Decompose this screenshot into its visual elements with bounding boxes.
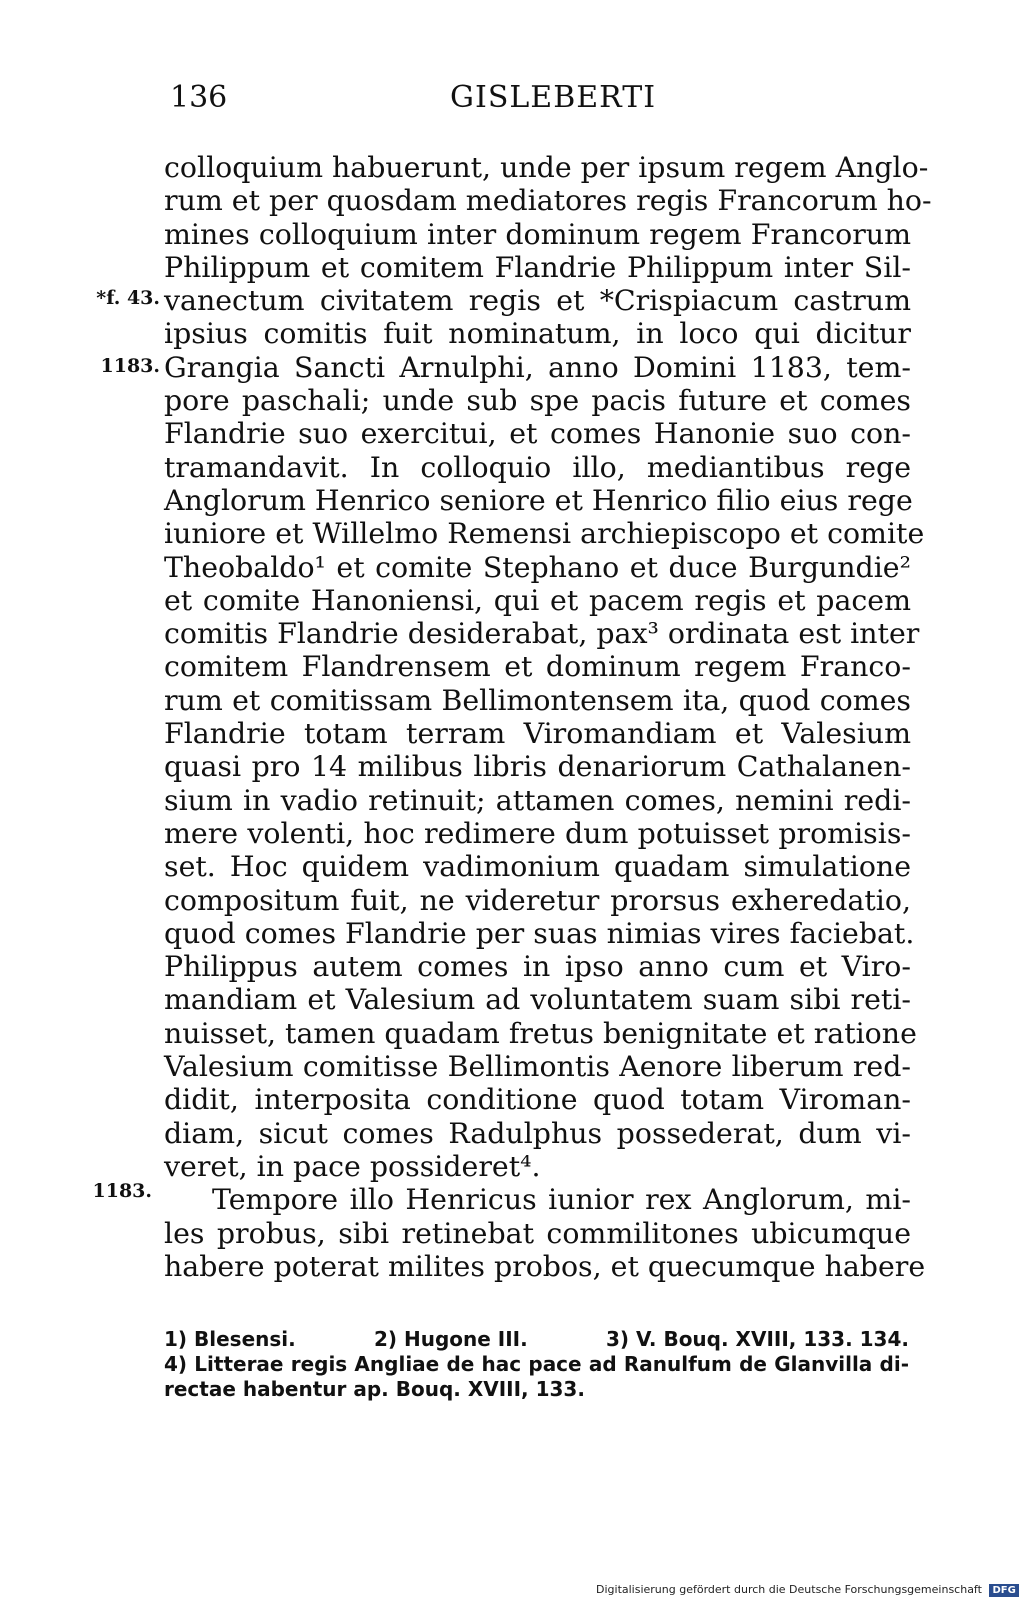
text-line: vanectum civitatem regis et *Crispiacum castrum [164, 284, 911, 318]
text-line: tramandavit. In colloquio illo, mediantibus rege [164, 450, 911, 484]
text-line: ipsius comitis fuit nominatum, in loco qui dicitur [164, 317, 911, 351]
body-text [164, 151, 932, 1283]
footnote-3: 3) V. Bouq. XVIII, 133. 134. [605, 1327, 909, 1351]
text-line: quod comes Flandrie per suas nimias vires faciebat. [164, 916, 915, 950]
text-line: les probus, sibi retinebat commilitones ubicumque [164, 1216, 911, 1250]
footnote-4-continued: rectae habentur ap. Bouq. XVIII, 133. [164, 1377, 585, 1401]
margin-note-folio: *f. 43. [96, 287, 160, 309]
margin-notes [0, 0, 160, 1300]
text-line: Valesium comitisse Bellimontis Aenore liberum red- [164, 1050, 911, 1084]
text-line: mere volenti, hoc redimere dum potuisset promisis- [164, 816, 911, 850]
text-line: Flandrie totam terram Viromandiam et Valesium [164, 717, 911, 751]
footnote-1: 1) Blesensi. [164, 1327, 296, 1351]
text-line: iuniore et Willelmo Remensi archiepiscopo et comite [164, 517, 925, 551]
footnotes [164, 1327, 909, 1402]
text-line: Anglorum Henrico seniore et Henrico filio eius rege [164, 483, 913, 517]
text-line: nuisset, tamen quadam fretus benignitate et ratione [164, 1016, 917, 1050]
page-header [170, 80, 900, 130]
text-line: comitis Flandrie desiderabat, pax³ ordinata est inter [164, 617, 920, 651]
text-line: et comite Hanoniensi, qui et pacem regis et pacem [164, 583, 911, 617]
page-number: 136 [170, 80, 228, 115]
text-line: compositum fuit, ne videretur prorsus exheredatio, [164, 883, 911, 917]
margin-note-year: 1183. [92, 1180, 152, 1202]
margin-note-year: 1183. [100, 355, 160, 377]
text-line: rum et comitissam Bellimontensem ita, quod comes [164, 683, 911, 717]
text-line: veret, in pace possideret⁴. [164, 1149, 541, 1183]
digitization-note: Digitalisierung gefördert durch die Deutsche Forschungsgemeinschaft [596, 1583, 982, 1596]
footnote-4: 4) Litterae regis Angliae de hac pace ad Ranulfum de Glanvilla di- [164, 1352, 909, 1376]
running-title: GISLEBERTI [450, 80, 657, 115]
text-line: Flandrie suo exercitui, et comes Hanonie suo con- [164, 417, 911, 451]
text-line: sium in vadio retinuit; attamen comes, nemini redi- [164, 783, 911, 817]
text-line: Philippum et comitem Flandrie Philippum inter Sil- [164, 250, 911, 284]
footnote-2: 2) Hugone III. [373, 1327, 528, 1351]
text-line: Philippus autem comes in ipso anno cum et Viro- [164, 950, 911, 984]
text-line: quasi pro 14 milibus libris denariorum Cathalanen- [164, 750, 911, 784]
text-line: diam, sicut comes Radulphus possederat, dum vi- [164, 1116, 911, 1150]
footnote-row [164, 1327, 909, 1352]
text-line: habere poterat milites probos, et quecumque habere [164, 1249, 926, 1283]
text-line: mines colloquium inter dominum regem Francorum [164, 217, 911, 251]
text-line: Grangia Sancti Arnulphi, anno Domini 1183, tem- [164, 350, 911, 384]
text-line: didit, interposita conditione quod totam Viroman- [164, 1083, 911, 1117]
digitization-credit [596, 1583, 1019, 1597]
text-line: set. Hoc quidem vadimonium quadam simulatione [164, 850, 911, 884]
text-line: Theobaldo¹ et comite Stephano et duce Burgundie² [164, 550, 911, 584]
text-line: rum et per quosdam mediatores regis Francorum ho- [164, 184, 932, 218]
text-line: pore paschali; unde sub spe pacis future et comes [164, 384, 911, 418]
dfg-logo-icon: DFG [989, 1584, 1018, 1597]
text-line: comitem Flandrensem et dominum regem Franco- [164, 650, 911, 684]
text-line: mandiam et Valesium ad voluntatem suam sibi reti- [164, 983, 911, 1017]
text-line: colloquium habuerunt, unde per ipsum regem Anglo- [164, 151, 929, 184]
text-line: Tempore illo Henricus iunior rex Anglorum, mi- [212, 1183, 911, 1217]
